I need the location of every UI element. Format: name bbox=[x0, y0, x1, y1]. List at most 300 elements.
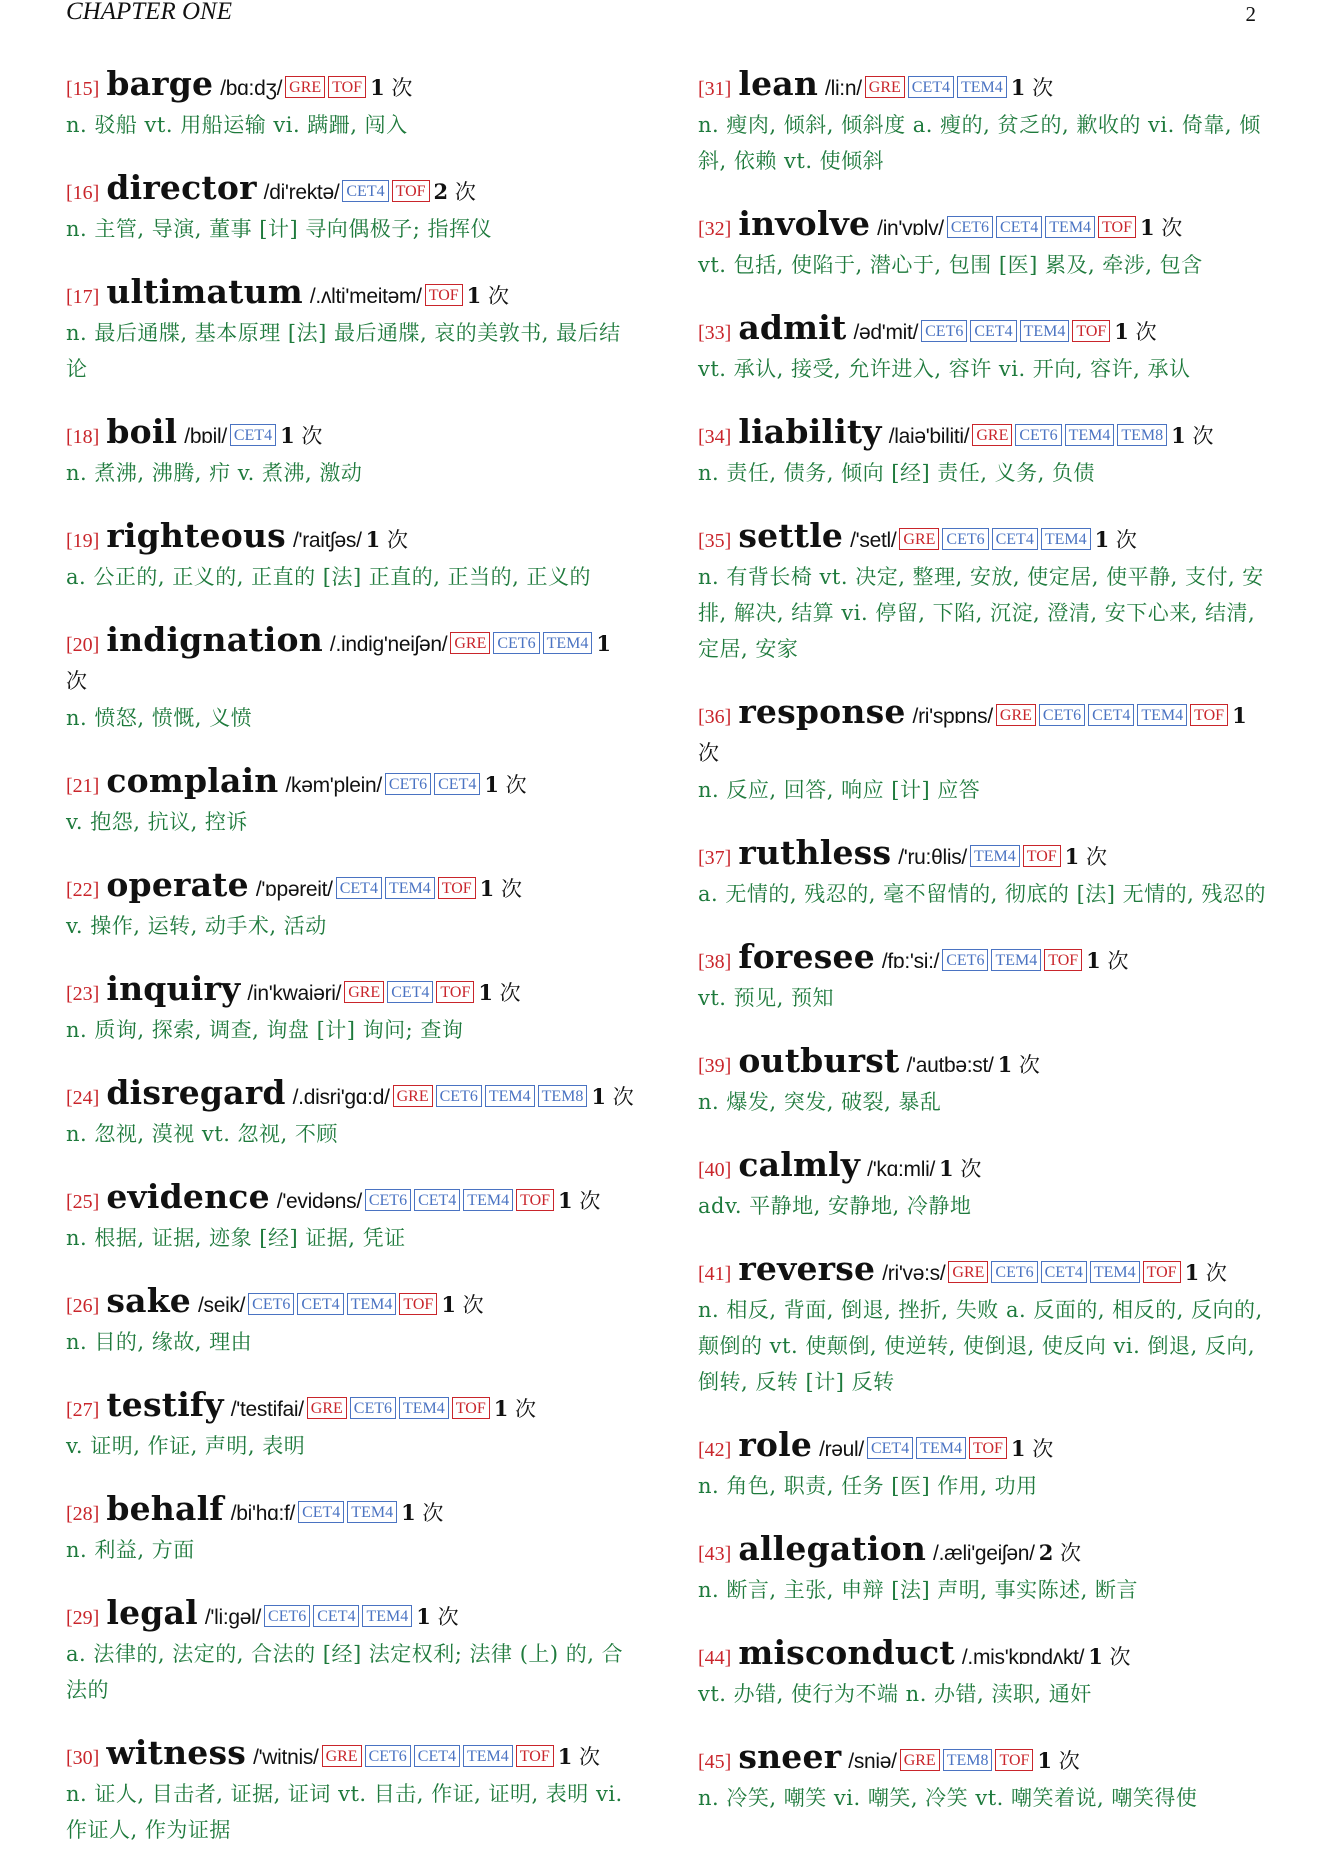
entry-head bbox=[66, 1387, 636, 1428]
count-number: 1 bbox=[1139, 215, 1155, 240]
pronunciation: /ri'və:s/ bbox=[882, 1262, 946, 1285]
entry-number: [28] bbox=[66, 1503, 100, 1525]
entry-number: [44] bbox=[698, 1647, 732, 1669]
count-suffix: 次 bbox=[1205, 1261, 1227, 1285]
exam-tag-cet6: CET6 bbox=[921, 320, 967, 342]
count-number: 1 bbox=[558, 1188, 573, 1213]
exam-tag-cet4: CET4 bbox=[230, 424, 276, 446]
exam-tag-tof: TOF bbox=[995, 1749, 1033, 1771]
definition: n. 冷笑, 嘲笑 vi. 嘲笑, 冷笑 vt. 嘲笑着说, 嘲笑得使 bbox=[698, 1786, 1198, 1810]
exam-tag-cet6: CET6 bbox=[942, 949, 988, 971]
headword: operate bbox=[106, 865, 249, 904]
pronunciation: /'li:gəl/ bbox=[204, 1606, 262, 1629]
exam-tag-tem4: TEM4 bbox=[399, 1397, 449, 1419]
pronunciation: /'autbə:st/ bbox=[906, 1054, 994, 1077]
entry-number: [21] bbox=[66, 775, 100, 797]
definition: n. 角色, 职责, 任务 [医] 作用, 功用 bbox=[698, 1474, 1038, 1498]
exam-tag-cet6: CET6 bbox=[248, 1293, 294, 1315]
entry-number: [19] bbox=[66, 530, 100, 552]
pronunciation: /'witnis/ bbox=[253, 1746, 319, 1769]
count-suffix: 次 bbox=[505, 773, 527, 797]
occurrence-count bbox=[591, 1085, 633, 1109]
entry-head bbox=[698, 1635, 1270, 1676]
exam-tag-tem4: TEM4 bbox=[1020, 320, 1070, 342]
count-suffix: 次 bbox=[579, 1745, 601, 1769]
occurrence-count bbox=[1185, 1261, 1227, 1285]
entry-number: [35] bbox=[698, 530, 732, 552]
definition: n. 根据, 证据, 迹象 [经] 证据, 凭证 bbox=[66, 1226, 406, 1250]
count-suffix: 次 bbox=[1085, 845, 1107, 869]
headword: indignation bbox=[106, 620, 323, 659]
pronunciation: /'raitʃəs/ bbox=[292, 529, 362, 552]
exam-tag-tem4: TEM4 bbox=[957, 76, 1007, 98]
entry-number: [30] bbox=[66, 1747, 100, 1769]
count-number: 1 bbox=[416, 1604, 431, 1629]
exam-tag-gre: GRE bbox=[285, 76, 325, 98]
exam-tag-tem4: TEM4 bbox=[347, 1501, 397, 1523]
headword: director bbox=[106, 168, 257, 207]
pronunciation: /in'vɒlv/ bbox=[877, 217, 944, 240]
pronunciation: /'ru:θlis/ bbox=[898, 846, 967, 869]
page-header bbox=[66, 0, 1256, 30]
definition: n. 煮沸, 沸腾, 疖 v. 煮沸, 激动 bbox=[66, 461, 363, 485]
pronunciation: /in'kwaiəri/ bbox=[247, 982, 342, 1005]
occurrence-count bbox=[434, 180, 476, 204]
count-number: 1 bbox=[1064, 844, 1080, 869]
definition: a. 公正的, 正义的, 正直的 [法] 正直的, 正当的, 正义的 bbox=[66, 565, 592, 589]
exam-tag-tem8: TEM8 bbox=[943, 1749, 993, 1771]
pronunciation: /'kɑ:mli/ bbox=[867, 1158, 935, 1181]
definition: v. 证明, 作证, 声明, 表明 bbox=[66, 1434, 306, 1458]
exam-tag-tof: TOF bbox=[425, 284, 463, 306]
count-suffix: 次 bbox=[579, 1189, 601, 1213]
entry-number: [18] bbox=[66, 426, 100, 448]
occurrence-count bbox=[484, 773, 526, 797]
pronunciation: /.disri'gɑ:d/ bbox=[292, 1086, 390, 1109]
headword: behalf bbox=[106, 1489, 224, 1528]
definition: n. 相反, 背面, 倒退, 挫折, 失败 a. 反面的, 相反的, 反向的, 颠倒的 vt. 使颠倒, 使逆转, 使倒退, 使反向 vi. 倒退, 反向, 倒转, 反转 [计] 反转 bbox=[698, 1298, 1263, 1394]
count-suffix: 次 bbox=[422, 1501, 444, 1525]
exam-tag-tof: TOF bbox=[1023, 845, 1061, 867]
definition: a. 无情的, 残忍的, 毫不留情的, 彻底的 [法] 无情的, 残忍的 bbox=[698, 882, 1267, 906]
entry-number: [26] bbox=[66, 1295, 100, 1317]
count-number: 1 bbox=[280, 423, 295, 448]
count-suffix: 次 bbox=[462, 1293, 484, 1317]
entry-head bbox=[66, 1075, 636, 1116]
headword: liability bbox=[738, 412, 882, 451]
exam-tag-cet6: CET6 bbox=[350, 1397, 396, 1419]
definition: adv. 平静地, 安静地, 冷静地 bbox=[698, 1194, 972, 1218]
exam-tag-tof: TOF bbox=[399, 1293, 437, 1315]
exam-tag-cet6: CET6 bbox=[365, 1745, 411, 1767]
entry-head bbox=[66, 622, 636, 700]
count-number: 1 bbox=[401, 1500, 416, 1525]
definition: n. 愤怒, 愤慨, 义愤 bbox=[66, 706, 253, 730]
entry-head bbox=[698, 1531, 1270, 1572]
definition: n. 利益, 方面 bbox=[66, 1538, 195, 1562]
count-suffix: 次 bbox=[437, 1605, 459, 1629]
entry-number: [36] bbox=[698, 706, 732, 728]
left-column bbox=[66, 66, 636, 1875]
occurrence-count bbox=[467, 284, 509, 308]
headword: admit bbox=[738, 308, 847, 347]
entry-head bbox=[698, 835, 1270, 876]
count-number: 1 bbox=[1184, 1260, 1200, 1285]
entry-number: [40] bbox=[698, 1159, 732, 1181]
entry-head bbox=[698, 310, 1270, 351]
page-number: 2 bbox=[1245, 2, 1256, 26]
definition: v. 操作, 运转, 动手术, 活动 bbox=[66, 914, 327, 938]
exam-tag-gre: GRE bbox=[899, 528, 939, 550]
count-number: 1 bbox=[1114, 319, 1129, 344]
vocab-entry bbox=[66, 1179, 636, 1256]
occurrence-count bbox=[494, 1397, 536, 1421]
headword: witness bbox=[106, 1733, 247, 1772]
exam-tag-gre: GRE bbox=[322, 1745, 362, 1767]
entry-number: [32] bbox=[698, 218, 732, 240]
vocab-entry bbox=[66, 1075, 636, 1152]
entry-number: [16] bbox=[66, 182, 100, 204]
exam-tag-cet4: CET4 bbox=[313, 1605, 359, 1627]
definition: n. 责任, 债务, 倾向 [经] 责任, 义务, 负债 bbox=[698, 461, 1096, 485]
entry-number: [34] bbox=[698, 426, 732, 448]
exam-tag-cet4: CET4 bbox=[908, 76, 954, 98]
definition: a. 法律的, 法定的, 合法的 [经] 法定权利; 法律 (上) 的, 合法的 bbox=[66, 1642, 624, 1702]
definition: n. 主管, 导演, 董事 [计] 寻向偶极子; 指挥仪 bbox=[66, 217, 493, 241]
entry-head bbox=[66, 274, 636, 315]
definition: n. 驳船 vt. 用船运输 vi. 蹒跚, 闯入 bbox=[66, 113, 408, 137]
entry-number: [39] bbox=[698, 1055, 732, 1077]
count-suffix: 次 bbox=[1192, 424, 1214, 448]
count-suffix: 次 bbox=[1060, 1541, 1082, 1565]
vocab-entry bbox=[698, 310, 1270, 387]
vocab-entry bbox=[698, 414, 1270, 491]
entry-number: [42] bbox=[698, 1439, 732, 1461]
pronunciation: /seik/ bbox=[197, 1294, 246, 1317]
count-number: 1 bbox=[939, 1156, 954, 1181]
count-suffix: 次 bbox=[1115, 528, 1137, 552]
pronunciation: /li:n/ bbox=[825, 77, 862, 100]
count-suffix: 次 bbox=[960, 1157, 982, 1181]
exam-tag-tem8: TEM8 bbox=[1117, 424, 1167, 446]
entry-head bbox=[698, 1251, 1270, 1292]
count-suffix: 次 bbox=[499, 981, 521, 1005]
entry-head bbox=[698, 414, 1270, 455]
headword: role bbox=[738, 1425, 813, 1464]
exam-tag-tem4: TEM4 bbox=[463, 1745, 513, 1767]
vocab-entry bbox=[66, 274, 636, 387]
count-suffix: 次 bbox=[698, 741, 719, 765]
exam-tag-tem4: TEM4 bbox=[916, 1437, 966, 1459]
count-number: 1 bbox=[365, 527, 381, 552]
count-suffix: 次 bbox=[515, 1397, 537, 1421]
headword: foresee bbox=[738, 937, 875, 976]
exam-tag-cet4: CET4 bbox=[387, 981, 433, 1003]
count-suffix: 次 bbox=[301, 424, 323, 448]
exam-tag-cet6: CET6 bbox=[947, 216, 993, 238]
pronunciation: /bɒil/ bbox=[184, 425, 227, 448]
headword: reverse bbox=[738, 1249, 876, 1288]
vocab-entry bbox=[698, 1147, 1270, 1224]
exam-tag-tof: TOF bbox=[1098, 216, 1136, 238]
pronunciation: /kəm'plein/ bbox=[285, 774, 382, 797]
exam-tag-cet6: CET6 bbox=[385, 773, 431, 795]
entry-head bbox=[66, 518, 636, 559]
count-number: 1 bbox=[1171, 423, 1186, 448]
occurrence-count bbox=[1011, 1437, 1053, 1461]
count-number: 1 bbox=[997, 1052, 1013, 1077]
headword: sneer bbox=[738, 1737, 842, 1776]
exam-tag-tof: TOF bbox=[1072, 320, 1110, 342]
occurrence-count bbox=[558, 1745, 600, 1769]
headword: evidence bbox=[106, 1177, 270, 1216]
exam-tag-tem4: TEM4 bbox=[543, 632, 593, 654]
vocab-entry bbox=[66, 971, 636, 1048]
entry-head bbox=[66, 971, 636, 1012]
exam-tag-tem4: TEM4 bbox=[1045, 216, 1095, 238]
headword: barge bbox=[106, 64, 214, 103]
entry-number: [20] bbox=[66, 634, 100, 656]
count-number: 1 bbox=[484, 772, 499, 797]
exam-tag-tem4: TEM4 bbox=[362, 1605, 412, 1627]
headword: ultimatum bbox=[106, 272, 303, 311]
entry-number: [25] bbox=[66, 1191, 100, 1213]
occurrence-count bbox=[939, 1157, 981, 1181]
occurrence-count bbox=[558, 1189, 600, 1213]
occurrence-count bbox=[480, 877, 522, 901]
count-number: 1 bbox=[1010, 75, 1026, 100]
entry-number: [29] bbox=[66, 1607, 100, 1629]
exam-tag-tem4: TEM4 bbox=[485, 1085, 535, 1107]
headword: lean bbox=[738, 64, 819, 103]
headword: outburst bbox=[738, 1041, 900, 1080]
count-suffix: 次 bbox=[391, 76, 413, 100]
entry-number: [27] bbox=[66, 1399, 100, 1421]
exam-tag-tof: TOF bbox=[438, 877, 476, 899]
count-suffix: 次 bbox=[1032, 76, 1054, 100]
exam-tag-tof: TOF bbox=[452, 1397, 490, 1419]
exam-tag-tem4: TEM4 bbox=[347, 1293, 397, 1315]
entry-number: [45] bbox=[698, 1751, 732, 1773]
pronunciation: /bɑ:dʒ/ bbox=[220, 77, 283, 100]
vocab-entry bbox=[66, 518, 636, 595]
exam-tag-cet6: CET6 bbox=[942, 528, 988, 550]
count-number: 1 bbox=[1232, 703, 1247, 728]
occurrence-count bbox=[1086, 949, 1128, 973]
definition: v. 抱怨, 抗议, 控诉 bbox=[66, 810, 248, 834]
definition: n. 断言, 主张, 申辩 [法] 声明, 事实陈述, 断言 bbox=[698, 1578, 1139, 1602]
pronunciation: /di'rektə/ bbox=[263, 181, 340, 204]
exam-tag-cet6: CET6 bbox=[264, 1605, 310, 1627]
exam-tag-gre: GRE bbox=[948, 1261, 988, 1283]
occurrence-count bbox=[998, 1053, 1040, 1077]
count-suffix: 次 bbox=[454, 180, 476, 204]
count-number: 1 bbox=[493, 1396, 509, 1421]
vocab-entry bbox=[66, 763, 636, 840]
entry-head bbox=[66, 170, 636, 211]
entry-number: [33] bbox=[698, 322, 732, 344]
entry-number: [15] bbox=[66, 78, 100, 100]
count-number: 1 bbox=[1010, 1436, 1026, 1461]
entry-number: [22] bbox=[66, 879, 100, 901]
count-number: 1 bbox=[441, 1292, 456, 1317]
headword: disregard bbox=[106, 1073, 286, 1112]
exam-tag-tof: TOF bbox=[969, 1437, 1007, 1459]
vocab-entry bbox=[698, 1739, 1270, 1816]
entry-head bbox=[66, 1595, 636, 1636]
exam-tag-cet4: CET4 bbox=[996, 216, 1042, 238]
pronunciation: /.æli'geiʃən/ bbox=[933, 1542, 1035, 1565]
vocab-entry bbox=[698, 1635, 1270, 1712]
exam-tag-gre: GRE bbox=[307, 1397, 347, 1419]
vocab-entry bbox=[698, 66, 1270, 179]
headword: response bbox=[738, 692, 906, 731]
exam-tag-cet4: CET4 bbox=[992, 528, 1038, 550]
count-suffix: 次 bbox=[1107, 949, 1129, 973]
vocab-entry bbox=[698, 835, 1270, 912]
occurrence-count bbox=[478, 981, 520, 1005]
pronunciation: /sniə/ bbox=[848, 1750, 897, 1773]
exam-tag-gre: GRE bbox=[865, 76, 905, 98]
exam-tag-cet4: CET4 bbox=[342, 180, 388, 202]
exam-tag-cet4: CET4 bbox=[434, 773, 480, 795]
exam-tag-tof: TOF bbox=[516, 1745, 554, 1767]
count-suffix: 次 bbox=[1032, 1437, 1054, 1461]
pronunciation: /'setl/ bbox=[850, 529, 897, 552]
count-number: 2 bbox=[433, 179, 449, 204]
exam-tag-cet6: CET6 bbox=[1015, 424, 1061, 446]
exam-tag-gre: GRE bbox=[450, 632, 490, 654]
count-suffix: 次 bbox=[1135, 320, 1157, 344]
headword: settle bbox=[738, 516, 844, 555]
occurrence-count bbox=[1037, 1749, 1079, 1773]
exam-tag-tof: TOF bbox=[392, 180, 430, 202]
pronunciation: /'evidəns/ bbox=[276, 1190, 362, 1213]
headword: calmly bbox=[738, 1145, 861, 1184]
exam-tag-cet6: CET6 bbox=[436, 1085, 482, 1107]
entry-head bbox=[698, 694, 1270, 772]
vocab-entry bbox=[66, 1387, 636, 1464]
entry-number: [17] bbox=[66, 286, 100, 308]
count-number: 1 bbox=[466, 283, 482, 308]
headword: allegation bbox=[738, 1529, 927, 1568]
vocab-entry bbox=[698, 1043, 1270, 1120]
entry-head bbox=[698, 518, 1270, 559]
occurrence-count bbox=[401, 1501, 443, 1525]
entry-head bbox=[66, 1491, 636, 1532]
pronunciation: /əd'mit/ bbox=[853, 321, 919, 344]
pronunciation: /.mis'kɒndʌkt/ bbox=[961, 1646, 1085, 1669]
count-suffix: 次 bbox=[386, 528, 408, 552]
exam-tag-tem4: TEM4 bbox=[991, 949, 1041, 971]
vocab-entry bbox=[66, 867, 636, 944]
occurrence-count bbox=[1171, 424, 1213, 448]
chapter-title: CHAPTER ONE bbox=[66, 0, 232, 25]
pronunciation: /'testifai/ bbox=[230, 1398, 304, 1421]
exam-tag-tof: TOF bbox=[1143, 1261, 1181, 1283]
vocab-entry bbox=[698, 206, 1270, 283]
headword: inquiry bbox=[106, 969, 241, 1008]
headword: complain bbox=[106, 761, 279, 800]
count-number: 1 bbox=[1088, 1644, 1103, 1669]
exam-tag-tem4: TEM4 bbox=[385, 877, 435, 899]
exam-tag-cet4: CET4 bbox=[298, 1501, 344, 1523]
vocab-entry bbox=[698, 1251, 1270, 1400]
count-suffix: 次 bbox=[1018, 1053, 1040, 1077]
occurrence-count bbox=[416, 1605, 458, 1629]
count-number: 2 bbox=[1038, 1540, 1054, 1565]
exam-tag-gre: GRE bbox=[972, 424, 1012, 446]
entry-head bbox=[698, 1427, 1270, 1468]
count-number: 1 bbox=[1037, 1748, 1053, 1773]
exam-tag-cet6: CET6 bbox=[991, 1261, 1037, 1283]
headword: legal bbox=[106, 1593, 198, 1632]
count-suffix: 次 bbox=[1109, 1645, 1131, 1669]
entry-number: [24] bbox=[66, 1087, 100, 1109]
definition: n. 爆发, 突发, 破裂, 暴乱 bbox=[698, 1090, 942, 1114]
occurrence-count bbox=[1140, 216, 1182, 240]
count-number: 1 bbox=[557, 1744, 573, 1769]
occurrence-count bbox=[1114, 320, 1156, 344]
headword: boil bbox=[106, 412, 178, 451]
entry-number: [41] bbox=[698, 1263, 732, 1285]
exam-tag-cet4: CET4 bbox=[414, 1189, 460, 1211]
entry-head bbox=[698, 206, 1270, 247]
entry-head bbox=[698, 1043, 1270, 1084]
definition: vt. 预见, 预知 bbox=[698, 986, 835, 1010]
occurrence-count bbox=[1088, 1645, 1130, 1669]
exam-tag-cet4: CET4 bbox=[867, 1437, 913, 1459]
vocab-entry bbox=[698, 1427, 1270, 1504]
occurrence-count bbox=[1011, 76, 1053, 100]
vocab-entry bbox=[66, 1595, 636, 1708]
definition: vt. 办错, 使行为不端 n. 办错, 渎职, 通奸 bbox=[698, 1682, 1092, 1706]
entry-head bbox=[66, 414, 636, 455]
count-number: 1 bbox=[596, 631, 611, 656]
definition: n. 质询, 探索, 调查, 询盘 [计] 询问; 查询 bbox=[66, 1018, 464, 1042]
definition: vt. 包括, 使陷于, 潜心于, 包围 [医] 累及, 牵涉, 包含 bbox=[698, 253, 1203, 277]
headword: ruthless bbox=[738, 833, 892, 872]
count-suffix: 次 bbox=[612, 1085, 634, 1109]
headword: involve bbox=[738, 204, 871, 243]
exam-tag-cet6: CET6 bbox=[493, 632, 539, 654]
count-suffix: 次 bbox=[500, 877, 522, 901]
right-column bbox=[698, 66, 1270, 1843]
entry-number: [38] bbox=[698, 951, 732, 973]
entry-head bbox=[698, 1147, 1270, 1188]
count-number: 1 bbox=[1094, 527, 1110, 552]
occurrence-count bbox=[1095, 528, 1137, 552]
exam-tag-gre: GRE bbox=[344, 981, 384, 1003]
entry-head bbox=[66, 1179, 636, 1220]
exam-tag-gre: GRE bbox=[996, 704, 1036, 726]
vocab-entry bbox=[698, 939, 1270, 1016]
count-suffix: 次 bbox=[1161, 216, 1183, 240]
exam-tag-tof: TOF bbox=[516, 1189, 554, 1211]
occurrence-count bbox=[1065, 845, 1107, 869]
occurrence-count bbox=[370, 76, 412, 100]
definition: n. 瘦肉, 倾斜, 倾斜度 a. 瘦的, 贫乏的, 歉收的 vi. 倚靠, 倾斜, 依赖 vt. 使倾斜 bbox=[698, 113, 1261, 173]
entry-head bbox=[698, 66, 1270, 107]
exam-tag-tof: TOF bbox=[328, 76, 366, 98]
vocab-entry bbox=[698, 1531, 1270, 1608]
exam-tag-cet4: CET4 bbox=[1041, 1261, 1087, 1283]
pronunciation: /rəul/ bbox=[819, 1438, 864, 1461]
count-suffix: 次 bbox=[487, 284, 509, 308]
pronunciation: /laiə'biliti/ bbox=[888, 425, 970, 448]
count-number: 1 bbox=[1086, 948, 1101, 973]
count-suffix: 次 bbox=[1058, 1749, 1080, 1773]
